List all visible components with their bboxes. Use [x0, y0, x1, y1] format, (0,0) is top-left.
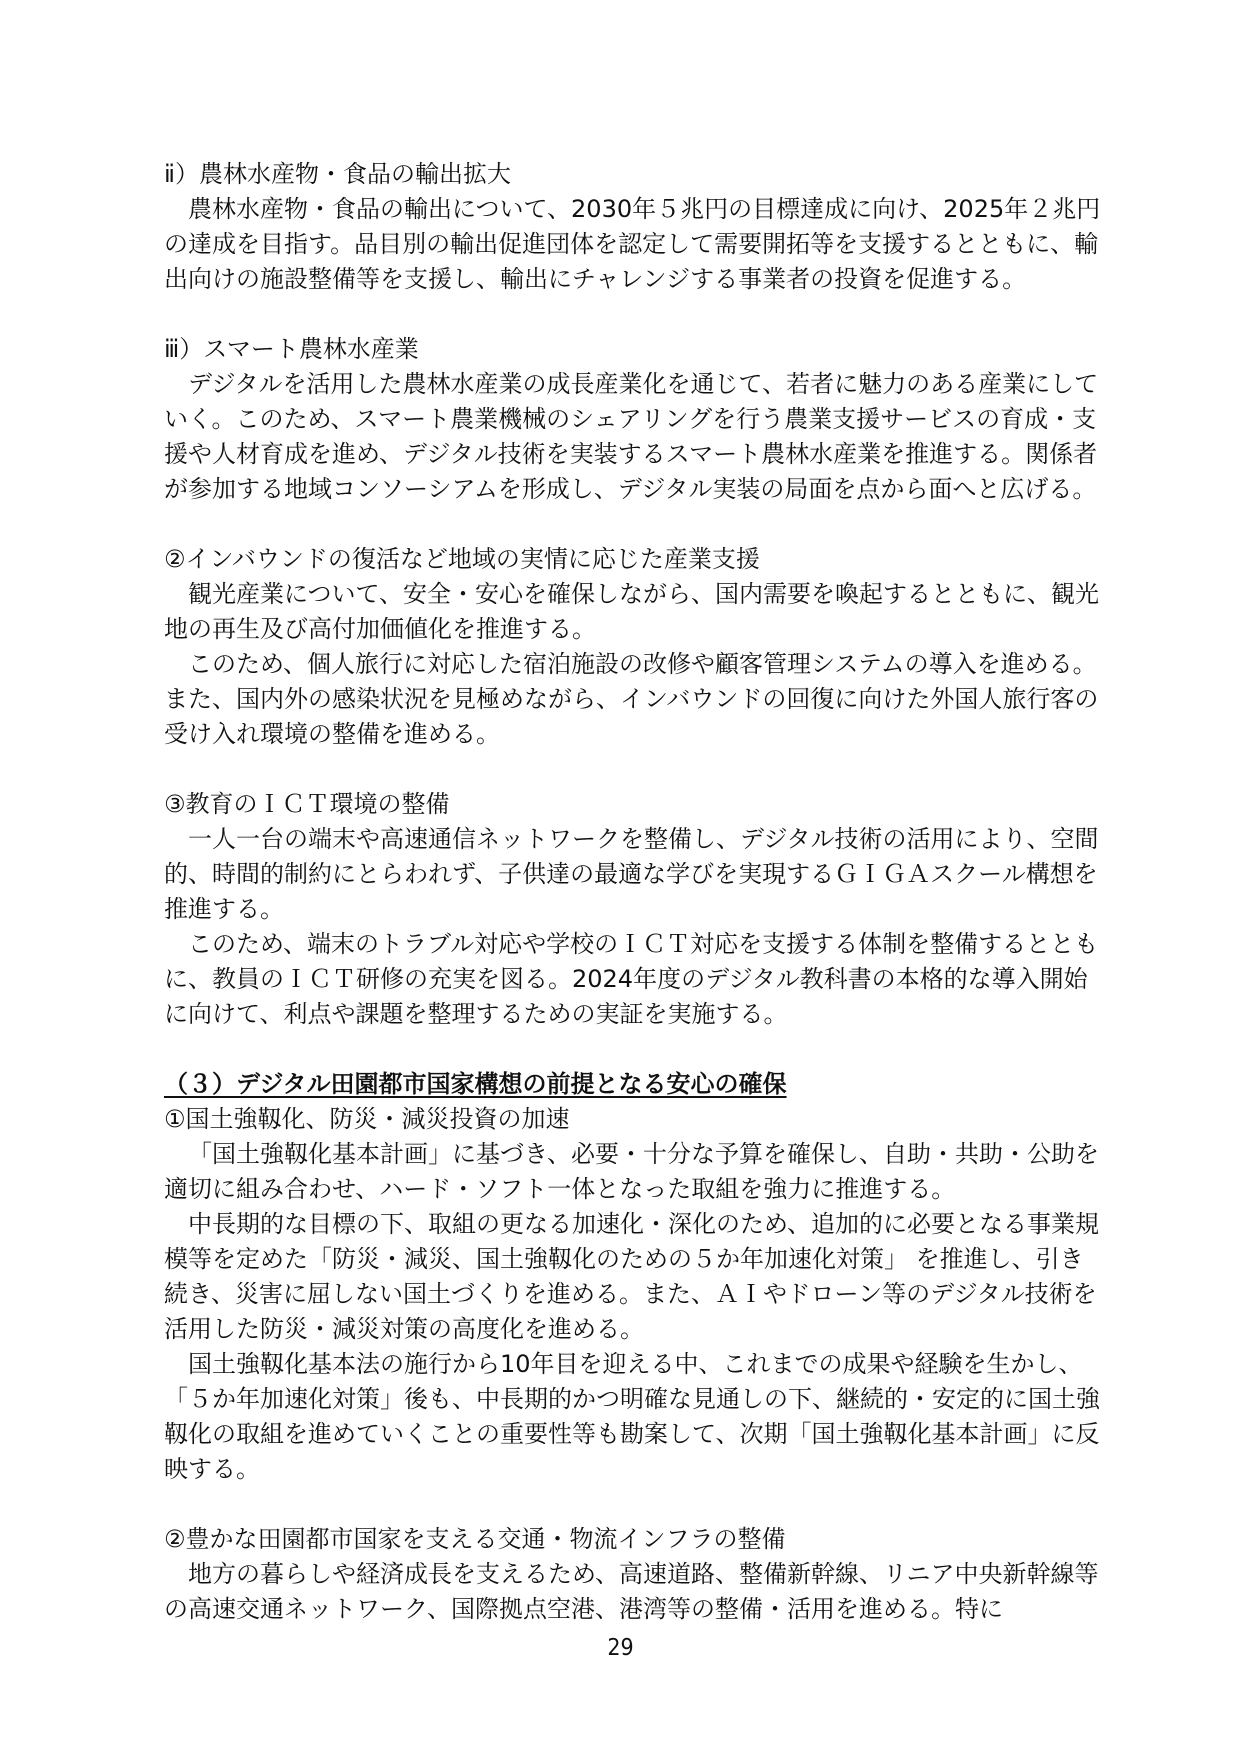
spacer — [164, 752, 1104, 787]
subsection-paragraph: 「国土強靱化基本計画」に基づき、必要・十分な予算を確保し、自助・共助・公助を適切に組み合わせ、ハード・ソフト一体となった取組を強力に推進する。 — [164, 1140, 1100, 1203]
section-export — [164, 157, 1104, 297]
subsection-paragraph: 地方の暮らしや経済成長を支えるため、高速道路、整備新幹線、リニア中央新幹線等の高速交通ネットワーク、国際拠点空港、港湾等の整備・活用を進める。特に — [164, 1560, 1099, 1623]
section-paragraph: デジタルを活用した農林水産業の成長産業化を通じて、若者に魅力のある産業にしていく。このため、スマート農業機械のシェアリングを行う農業支援サービスの育成・支援や人材育成を進め、デジタル技術を実装するスマート農林水産業を推進する。関係者が参加する地域コンソーシアムを形成し、デジタル実装の局面を点から面へと広げる。 — [164, 370, 1099, 503]
section-heading: ②インバウンドの復活など地域の実情に応じた産業支援 — [164, 545, 760, 573]
section-heading: ⅱ）農林水産物・食品の輸出拡大 — [164, 160, 511, 188]
section-paragraph: 農林水産物・食品の輸出について、2030年５兆円の目標達成に向け、2025年２兆円の達成を目指す。品目別の輸出促進団体を認定して需要開拓等を支援するとともに、輸出向けの施設整備等を支援し、輸出にチャレンジする事業者の投資を促進する。 — [164, 195, 1101, 293]
spacer — [164, 297, 1104, 332]
subsection-transport-infrastructure — [164, 1522, 1104, 1627]
spacer — [164, 1032, 1104, 1067]
section-inbound — [164, 542, 1104, 752]
section-smart-agriculture — [164, 332, 1104, 507]
page-number: 29 — [607, 1635, 634, 1661]
subsection-paragraph: 国土強靱化基本法の施行から10年目を迎える中、これまでの成果や経験を生かし、「５か年加速化対策」後も、中長期的かつ明確な見通しの下、継続的・安定的に国土強靱化の取組を進めていくことの重要性等も勘案して、次期「国土強靱化基本計画」に反映する。 — [164, 1350, 1100, 1483]
subsection-national-resilience — [164, 1102, 1104, 1487]
section-paragraph: 観光産業について、安全・安心を確保しながら、国内需要を喚起するとともに、観光地の再生及び高付加価値化を推進する。 — [164, 580, 1100, 643]
spacer — [164, 1487, 1104, 1522]
major-section-title: （３）デジタル田園都市国家構想の前提となる安心の確保 — [164, 1070, 787, 1098]
subsection-heading: ①国土強靱化、防災・減災投資の加速 — [164, 1105, 570, 1133]
section-heading: ⅲ）スマート農林水産業 — [164, 335, 419, 363]
section-heading: ③教育のＩＣＴ環境の整備 — [164, 790, 450, 818]
subsection-paragraph: 中長期的な目標の下、取組の更なる加速化・深化のため、追加的に必要となる事業規模等を定めた「防災・減災、国土強靱化のための５か年加速化対策」 を推進し、引き続き、災害に屈しない国土づくりを進める。また、ＡＩやドローン等のデジタル技術を活用した防災・減災対策の高度化を進める。 — [164, 1210, 1100, 1343]
section-education-ict — [164, 787, 1104, 1032]
subsection-heading: ②豊かな田園都市国家を支える交通・物流インフラの整備 — [164, 1525, 786, 1553]
section-paragraph: 一人一台の端末や高速通信ネットワークを整備し、デジタル技術の活用により、空間的、時間的制約にとらわれず、子供達の最適な学びを実現するＧＩＧＡスクール構想を推進する。 — [164, 825, 1099, 923]
section-paragraph: このため、個人旅行に対応した宿泊施設の改修や顧客管理システムの導入を進める。また、国内外の感染状況を見極めながら、インバウンドの回復に向けた外国人旅行客の受け入れ環境の整備を進める。 — [164, 650, 1099, 748]
page-content — [164, 157, 1104, 1627]
section-paragraph: このため、端末のトラブル対応や学校のＩＣＴ対応を支援する体制を整備するとともに、教員のＩＣＴ研修の充実を図る。2024年度のデジタル教科書の本格的な導入開始に向けて、利点や課題を整理するための実証を実施する。 — [164, 930, 1099, 1028]
spacer — [164, 507, 1104, 542]
